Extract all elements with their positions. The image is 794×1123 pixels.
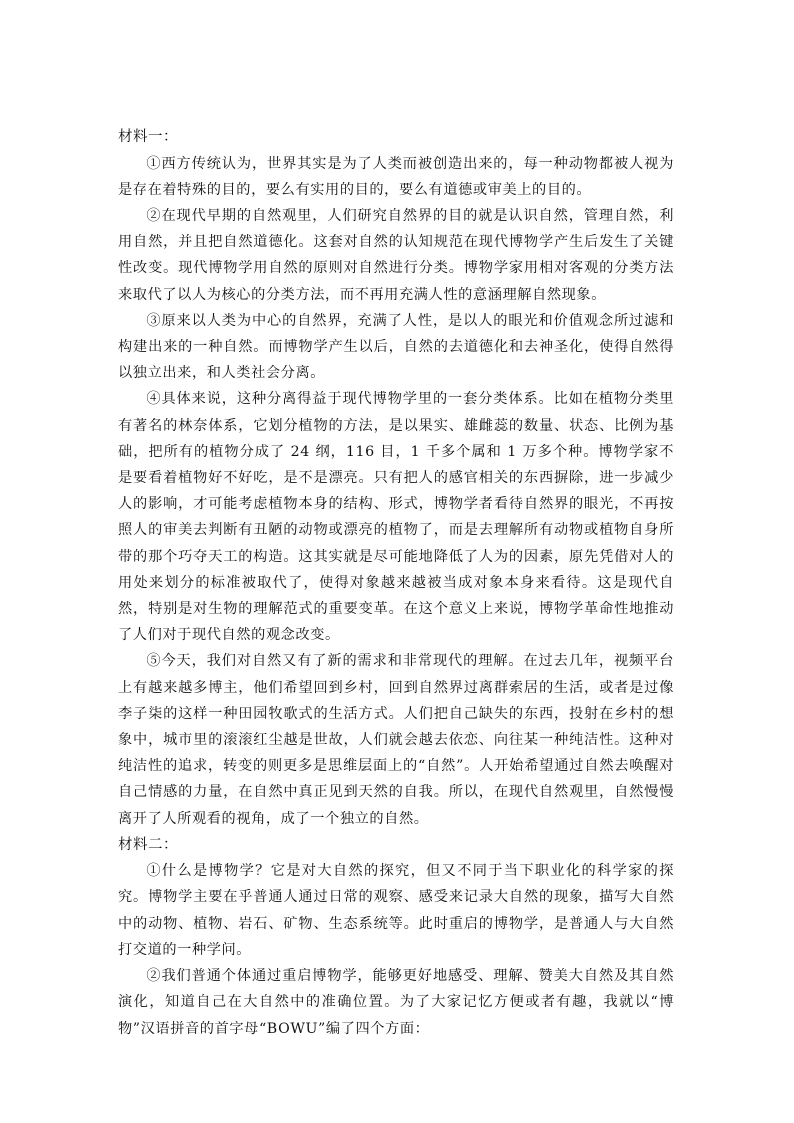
document-body — [118, 124, 674, 1042]
material-two-paragraph-2: ②我们普通个体通过重启博物学，能够更好地感受、理解、赞美大自然及其自然演化，知道自己在大自然中的准确位置。为了大家记忆方便或者有趣，我就以“博物”汉语拼音的首字母“BOWU”编了四个方面： — [118, 968, 674, 1037]
material-one-paragraph-4: ④具体来说，这种分离得益于现代博物学里的一套分类体系。比如在植物分类里有著名的林奈体系，它划分植物的方法，是以果实、雄雌蕊的数量、状态、比例为基础，把所有的植物分成了 24 纲，116 目，1 千多个属和 1 万多个种。博物学家不是要看着植物好不好吃，是不是漂亮。只有把人的感官相关的东西摒除，进一步减少人的影响，才可能考虑植物本身的结构、形式，博物学者看待自然界的眼光，不再按照人的审美去判断有丑陋的动物或漂亮的植物了，而是去理解所有动物或植物自身所带的那个巧夺天工的构造。这其实就是尽可能地降低了人为的因素，原先凭借对人的用处来划分的标准被取代了，使得对象越来越被当成对象本身来看待。这是现代自然，特别是对生物的理解范式的重要变革。在这个意义上来说，博物学革命性地推动了人们对于现代自然的观念改变。 — [118, 391, 674, 644]
material-one-paragraph-5: ⑤今天，我们对自然又有了新的需求和非常现代的理解。在过去几年，视频平台上有越来越多博主，他们希望回到乡村，回到自然界过离群索居的生活，或者是过像李子柒的这样一种田园牧歌式的生活方式。人们把自己缺失的东西，投射在乡村的想象中，城市里的滚滚红尘越是世故，人们就会越去依恋、向往某一种纯洁性。这种对纯洁性的追求，转变的则更多是思维层面上的“自然”。人开始希望通过自然去唤醒对自己情感的力量，在自然中真正见到天然的自我。所以，在现代自然观里，自然慢慢离开了人所观看的视角，成了一个独立的自然。 — [118, 653, 674, 827]
material-one-paragraph-3: ③原来以人类为中心的自然界，充满了人性，是以人的眼光和价值观念所过滤和构建出来的一种自然。而博物学产生以后，自然的去道德化和去神圣化，使得自然得以独立出来，和人类社会分离。 — [118, 312, 674, 382]
material-two-heading: 材料二： — [118, 836, 178, 853]
material-two-paragraph-1: ①什么是博物学？它是对大自然的探究，但又不同于当下职业化的科学家的探究。博物学主要在乎普通人通过日常的观察、感受来记录大自然的现象，描写大自然中的动物、植物、岩石、矿物、生态系统等。此时重启的博物学，是普通人与大自然打交道的一种学问。 — [118, 863, 674, 958]
material-one-paragraph-1: ①西方传统认为，世界其实是为了人类而被创造出来的，每一种动物都被人视为是存在着特殊的目的，要么有实用的目的，要么有道德或审美上的目的。 — [118, 155, 674, 198]
material-one-heading: 材料一： — [118, 129, 178, 145]
material-one-paragraph-2: ②在现代早期的自然观里，人们研究自然界的目的就是认识自然，管理自然，利用自然，并且把自然道德化。这套对自然的认知规范在现代博物学产生后发生了关键性改变。现代博物学用自然的原则对自然进行分类。博物学家用相对客观的分类方法来取代了以人为核心的分类方法，而不再用充满人性的意涵理解自然现象。 — [118, 207, 674, 303]
